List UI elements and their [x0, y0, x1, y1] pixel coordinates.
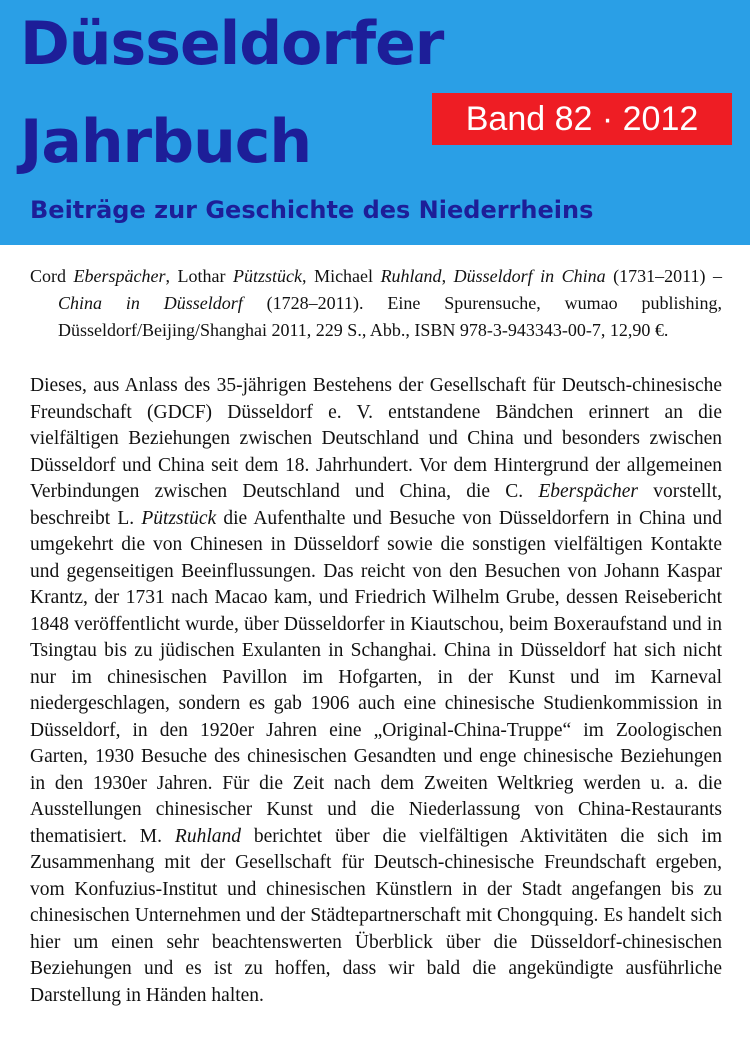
review-content — [30, 263, 722, 1009]
journal-subtitle: Beiträge zur Geschichte des Niederrheins — [30, 196, 594, 224]
journal-header — [0, 0, 750, 245]
book-citation — [30, 263, 722, 344]
review-text: vorstellt, beschreibt L. — [30, 481, 722, 529]
citation-separator: , Lothar — [165, 266, 234, 286]
citation-years: (1731–2011) — [605, 266, 714, 286]
citation-author-1-last: Eberspächer — [73, 266, 166, 286]
citation-author-1-first: Cord — [30, 266, 74, 286]
citation-publication-details: (1728–2011). Eine Spurensuche, wumao publishing, Düsseldorf/Beijing/Shanghai 2011, 229 S., Abb., ISBN 978-3-943343-00-7, 12,90 €. — [58, 293, 723, 340]
citation-title-part-1: Düsseldorf in China — [453, 266, 606, 286]
citation-author-2-last: Pützstück — [233, 266, 303, 286]
review-paragraph — [30, 373, 722, 1009]
citation-separator: , — [441, 266, 454, 286]
review-author-name: Pützstück — [141, 507, 217, 529]
citation-separator: , Michael — [302, 266, 381, 286]
citation-title-part-2: – China in Düsseldorf — [58, 266, 723, 313]
review-author-name: Ruhland — [174, 825, 241, 847]
review-author-name: Eberspächer — [538, 481, 638, 502]
citation-author-3-last: Ruhland — [380, 266, 442, 286]
review-text: die Aufenthalte und Besuche von Düsseldorfern in China und umgekehrt die von Chinesen in Düsseldorf sowie die sonstigen vielfältigen Kontakte und gegenseitigen Beeinflussungen. Das reicht von den Besuchen von Johann Kaspar Krantz, der 1731 nach Macao kam, und Friedrich Wilhelm Grube, dessen Reisebericht 1848 veröffentlicht wurde, über Düsseldorfer in Kiautschou, beim Boxeraufstand und in Tsingtau bis zu jüdischen Exulanten in Schanghai. China in Düsseldorf hat sich nicht nur im chinesischen Pavillon im Hofgarten, in der Kunst und im Karneval niedergeschlagen, sondern es gab 1906 auch eine chinesische Studienkommission in Düsseldorf, in den 1920er Jahren eine „Original-China-Truppe“ im Zoologischen Garten, 1930 Besuche des chinesischen Gesandten und enge chinesische Beziehungen in den 1930er Jahren. Für die Zeit nach dem Zweiten Weltkrieg werden u. a. die Ausstellungen chinesischer Kunst und die Niederlassung von China-Restaurants thematisiert. M. — [30, 507, 722, 847]
review-text: berichtet über die vielfältigen Aktivitäten die sich im Zusammenhang mit der Gesellschaft für Deutsch-chinesische Freundschaft ergeben, vom Konfuzius-Institut und chinesischen Künstlern in der Stadt angefangen bis zu chinesischen Unternehmen und der Städtepartnerschaft mit Chongquing. Es handelt sich hier um einen sehr beachtenswerten Überblick über die Düsseldorf-chinesischen Beziehungen und es ist zu hoffen, dass wir bald die angekündigte ausführliche Darstellung in Händen halten. — [30, 825, 722, 1006]
journal-title-line-2: Jahrbuch — [20, 107, 312, 177]
review-text: Dieses, aus Anlass des 35-jährigen Bestehens der Gesellschaft für Deutsch-chinesische Freundschaft (GDCF) Düsseldorf e. V. entstandene Bändchen erinnert an die vielfältigen Beziehungen zwischen Deutschland und China und besonders zwischen Düsseldorf und China seit dem 18. Jahrhundert. Vor dem Hintergrund der allgemeinen Verbindungen zwischen Deutschland und China, die C. — [30, 375, 722, 502]
volume-badge: Band 82 · 2012 — [432, 93, 732, 145]
journal-title-line-1: Düsseldorfer — [20, 9, 444, 79]
